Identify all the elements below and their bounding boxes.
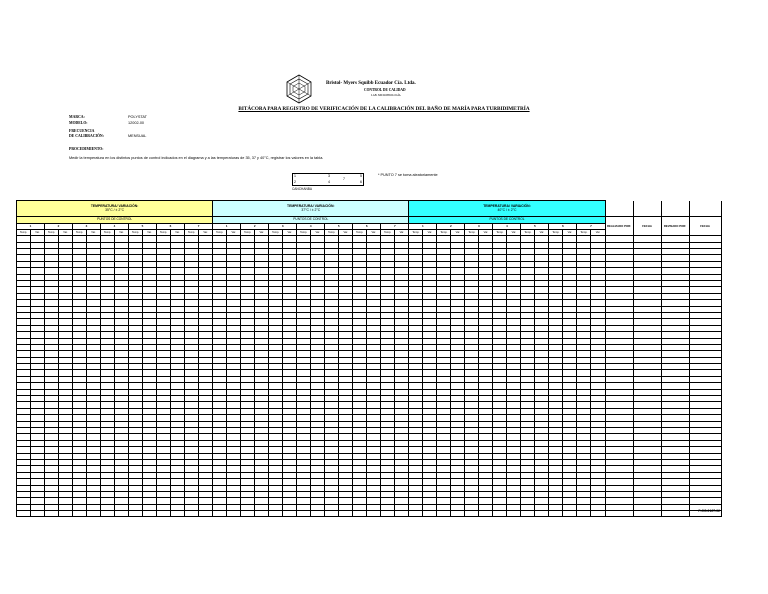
temp-col-header: Temp. [325, 229, 339, 235]
form-code: F-CC-0127-02 [698, 509, 720, 513]
diagram-point: 1 [294, 174, 296, 178]
table-cell[interactable] [661, 511, 689, 517]
table-cell[interactable] [325, 511, 339, 517]
group-header-40 [409, 201, 605, 217]
point-number: 5 [521, 223, 549, 229]
table-cell[interactable] [577, 511, 591, 517]
header-spacer [661, 201, 689, 217]
table-cell[interactable] [269, 511, 283, 517]
var-col-header: Var. [143, 229, 157, 235]
table-cell[interactable] [311, 511, 325, 517]
table-cell[interactable] [87, 511, 101, 517]
var-col-header: Var. [563, 229, 577, 235]
group-range: 40°C / ± 2°C [497, 207, 517, 212]
table-cell[interactable] [465, 511, 479, 517]
temp-col-header: Temp. [241, 229, 255, 235]
diagram-point: 2 [294, 180, 296, 184]
control-points-label: PUNTOS DE CONTROL [213, 217, 409, 224]
table-cell[interactable] [591, 511, 605, 517]
table-cell[interactable] [549, 511, 563, 517]
point-number: 6 [157, 223, 185, 229]
temp-col-header: Temp. [45, 229, 59, 235]
var-col-header: Var. [283, 229, 297, 235]
table-cell[interactable] [381, 511, 395, 517]
var-col-header: Var. [59, 229, 73, 235]
table-cell[interactable] [451, 511, 465, 517]
company-name: Bristol- Myers Squibb Ecuador Cía. Ltda. [326, 81, 416, 86]
table-cell[interactable] [101, 511, 115, 517]
table-cell[interactable] [353, 511, 367, 517]
point-number: 2 [437, 223, 465, 229]
table-cell[interactable] [605, 511, 633, 517]
document-title: BITÁCORA PARA REGISTRO DE VERIFICACIÓN DE LA CALIBRACIÓN DEL BAÑO DE MARÍA PARA TURBIDIMETRÍA [238, 106, 530, 112]
point-number: 5 [325, 223, 353, 229]
temp-col-header: Temp. [465, 229, 479, 235]
temp-col-header: Temp. [157, 229, 171, 235]
var-col-header: Var. [115, 229, 129, 235]
temp-col-header: Temp. [409, 229, 423, 235]
temp-col-header: Temp. [101, 229, 115, 235]
fecha2-header: FECHA [689, 217, 721, 236]
temp-col-header: Temp. [381, 229, 395, 235]
group-title: TEMPERATURA/ VARIACIÓN: [287, 203, 335, 208]
revisado-header: REVISADO POR: [661, 217, 689, 236]
realizado-header: REALIZADO POR: [605, 217, 633, 236]
var-col-header: Var. [255, 229, 269, 235]
control-points-diagram [292, 173, 364, 186]
table-cell[interactable] [423, 511, 437, 517]
point-number: 5 [129, 223, 157, 229]
group-header-35 [17, 201, 213, 217]
var-col-header: Var. [367, 229, 381, 235]
diagram-point: 5 [360, 174, 362, 178]
temp-col-header: Temp. [213, 229, 227, 235]
var-col-header: Var. [87, 229, 101, 235]
point-number: 1 [17, 223, 45, 229]
table-cell[interactable] [185, 511, 199, 517]
var-col-header: Var. [199, 229, 213, 235]
department-name: CONTROL DE CALIDAD [364, 88, 406, 92]
point-number: 2 [241, 223, 269, 229]
table-cell[interactable] [45, 511, 59, 517]
frecuencia-value: MENSUAL [128, 134, 147, 138]
point-number: 6 [549, 223, 577, 229]
temp-col-header: Temp. [129, 229, 143, 235]
group-title: TEMPERATURA/ VARIACIÓN: [483, 203, 531, 208]
table-cell[interactable] [255, 511, 269, 517]
group-range: 37°C / ± 2°C [301, 207, 321, 212]
point-number: 4 [101, 223, 129, 229]
table-cell[interactable] [521, 511, 535, 517]
table-cell[interactable] [535, 511, 549, 517]
point-number: 1 [409, 223, 437, 229]
var-col-header: Var. [227, 229, 241, 235]
table-cell[interactable] [633, 511, 661, 517]
temp-col-header: Temp. [269, 229, 283, 235]
table-cell[interactable] [283, 511, 297, 517]
diagram-caption: CANCHANBA [292, 187, 313, 191]
header-spacer [689, 201, 721, 217]
group-title: TEMPERATURA/ VARIACIÓN: [90, 203, 139, 208]
table-cell[interactable] [241, 511, 255, 517]
table-header-row [17, 201, 722, 217]
temp-col-header: Temp. [73, 229, 87, 235]
modelo-value: 12002-00 [128, 121, 145, 125]
temp-col-header: Temp. [493, 229, 507, 235]
calibration-table [16, 200, 722, 517]
procedimiento-text: Medir la temperatura en los distintos puntos de control indicados en el diagrama y a las temperaturas de 35, 37 y 40°C, registrar los valores en la tabla. [69, 156, 324, 160]
var-col-header: Var. [535, 229, 549, 235]
var-col-header: Var. [171, 229, 185, 235]
point-number: 7 [185, 223, 213, 229]
var-col-header: Var. [31, 229, 45, 235]
table-cell[interactable] [157, 511, 171, 517]
table-cell[interactable] [213, 511, 227, 517]
temp-col-header: Temp. [577, 229, 591, 235]
var-col-header: Var. [423, 229, 437, 235]
table-cell[interactable] [479, 511, 493, 517]
lab-name: LAB. MICROBIOLOGÍA [371, 94, 401, 97]
control-points-label: PUNTOS DE CONTROL [17, 217, 213, 224]
point-number: 3 [465, 223, 493, 229]
diagram-point: 4 [328, 180, 330, 184]
fecha-header: FECHA [633, 217, 661, 236]
table-cell[interactable] [367, 511, 381, 517]
point-number: 6 [353, 223, 381, 229]
var-col-header: Var. [451, 229, 465, 235]
modelo-label: MODELO: [69, 121, 88, 125]
temp-col-header: Temp. [437, 229, 451, 235]
temp-col-header: Temp. [185, 229, 199, 235]
group-range: 35°C / ± 2°C [105, 207, 125, 212]
company-logo-icon [284, 74, 314, 104]
diagram-point: 6 [360, 180, 362, 184]
table-cell[interactable] [171, 511, 185, 517]
table-cell[interactable] [395, 511, 409, 517]
table-row [17, 511, 722, 517]
point-number: 3 [73, 223, 101, 229]
var-col-header: Var. [591, 229, 605, 235]
marca-label: MARCA: [69, 115, 85, 119]
header-spacer [605, 201, 633, 217]
table-cell[interactable] [297, 511, 311, 517]
calibracion-label: DE CALIBRACIÓN: [69, 134, 104, 138]
var-col-header: Var. [311, 229, 325, 235]
point-number: 4 [297, 223, 325, 229]
control-points-label: PUNTOS DE CONTROL [409, 217, 605, 224]
table-cell[interactable] [227, 511, 241, 517]
point-number: 4 [493, 223, 521, 229]
point-number: 7 [381, 223, 409, 229]
temp-col-header: Temp. [521, 229, 535, 235]
table-cell[interactable] [115, 511, 129, 517]
table-cell[interactable] [129, 511, 143, 517]
group-header-37 [213, 201, 409, 217]
table-cell[interactable] [493, 511, 507, 517]
marca-value: POLYSTAT [128, 115, 147, 119]
table-cell[interactable] [31, 511, 45, 517]
table-cell[interactable] [437, 511, 451, 517]
diagram-point: 3 [328, 174, 330, 178]
procedimiento-label: PROCEDIMIENTO: [69, 147, 104, 151]
diagram-note: * PUNTO 7 se toma aleatoriamente [378, 173, 438, 177]
table-cell[interactable] [507, 511, 521, 517]
table-cell[interactable] [199, 511, 213, 517]
table-cell[interactable] [563, 511, 577, 517]
table-cell[interactable] [143, 511, 157, 517]
point-number: 1 [213, 223, 241, 229]
var-col-header: Var. [339, 229, 353, 235]
table-cell[interactable] [17, 511, 31, 517]
point-number: 7 [577, 223, 605, 229]
temp-col-header: Temp. [17, 229, 31, 235]
var-col-header: Var. [479, 229, 493, 235]
diagram-point: 7 [343, 177, 345, 181]
var-col-header: Var. [395, 229, 409, 235]
var-col-header: Var. [507, 229, 521, 235]
temp-col-header: Temp. [549, 229, 563, 235]
header-spacer [633, 201, 661, 217]
temp-col-header: Temp. [297, 229, 311, 235]
table-cell[interactable] [409, 511, 423, 517]
table-cell[interactable] [339, 511, 353, 517]
point-number: 2 [45, 223, 73, 229]
frecuencia-label: FRECUENCIA [69, 129, 95, 133]
point-number: 3 [269, 223, 297, 229]
temp-col-header: Temp. [353, 229, 367, 235]
table-cell[interactable] [59, 511, 73, 517]
table-cell[interactable] [73, 511, 87, 517]
